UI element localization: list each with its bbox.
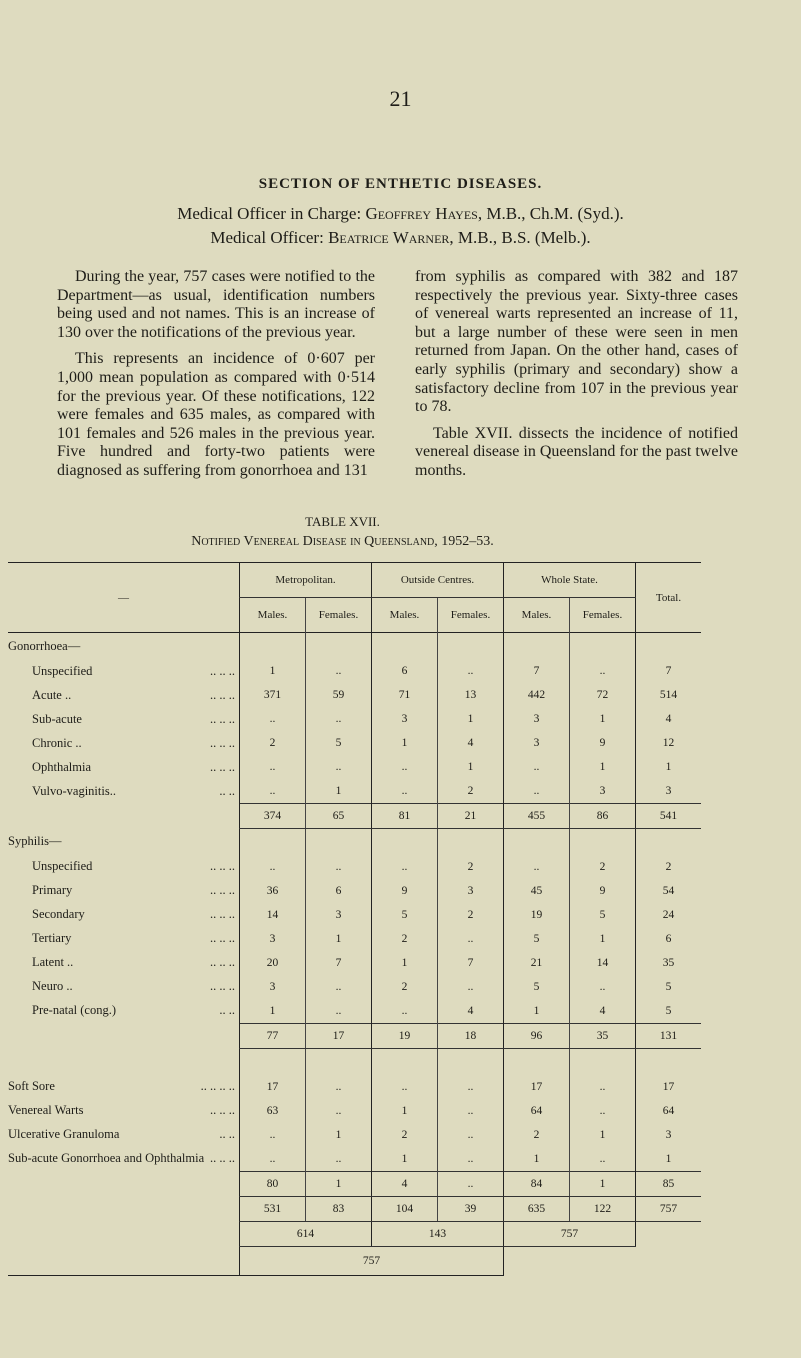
table-row — [8, 1123, 701, 1147]
value-cell — [372, 633, 438, 660]
value-cell: 9 — [570, 731, 636, 755]
value-cell: 1 — [306, 1123, 372, 1147]
value-cell: 2 — [636, 855, 702, 879]
value-cell: 96 — [504, 1023, 570, 1048]
row-label-text: Pre-natal (cong.) — [32, 1003, 116, 1018]
grand-total-row — [8, 1196, 701, 1221]
value-cell: 14 — [240, 903, 306, 927]
value-cell — [306, 829, 372, 855]
value-cell: 1 — [240, 659, 306, 683]
value-cell: 3 — [372, 707, 438, 731]
value-cell: 3 — [438, 879, 504, 903]
value-cell — [438, 1048, 504, 1075]
value-cell — [372, 829, 438, 855]
leader-dots: .. .. .. — [210, 663, 235, 678]
leader-dots: .. .. .. — [210, 1151, 235, 1166]
females-header: Females. — [438, 598, 504, 633]
value-cell: 84 — [504, 1171, 570, 1196]
value-cell: .. — [438, 1171, 504, 1196]
row-label-text: Tertiary — [32, 931, 72, 945]
leader-dots: .. .. .. — [210, 759, 235, 774]
label-cell — [8, 1023, 240, 1048]
leader-dots: .. .. .. — [210, 735, 235, 750]
value-cell: .. — [306, 1075, 372, 1099]
value-cell: 36 — [240, 879, 306, 903]
value-cell: 6 — [306, 879, 372, 903]
paragraph: Table XVII. dissects the incidence of notified venereal disease in Queensland for the past twelve months. — [415, 424, 738, 479]
value-cell: 122 — [570, 1196, 636, 1221]
row-label — [8, 855, 240, 879]
value-cell: .. — [306, 755, 372, 779]
value-cell: 45 — [504, 879, 570, 903]
value-cell: 5 — [570, 903, 636, 927]
value-cell: 20 — [240, 951, 306, 975]
label-cell — [8, 804, 240, 829]
row-label — [8, 975, 240, 999]
table-row — [8, 683, 701, 707]
value-cell: 7 — [636, 659, 702, 683]
value-cell — [306, 633, 372, 660]
overall-total-cell: 757 — [240, 1246, 504, 1275]
officer-quals: M.B., B.S. (Melb.). — [457, 228, 591, 247]
row-label — [8, 903, 240, 927]
table-title: TABLE XVII. — [305, 514, 380, 529]
value-cell: .. — [504, 755, 570, 779]
value-cell: .. — [306, 855, 372, 879]
group-total-row — [8, 1221, 701, 1246]
value-cell: 77 — [240, 1023, 306, 1048]
value-cell: .. — [240, 1147, 306, 1172]
officer-role: Medical Officer in Charge: — [177, 204, 362, 223]
table-row — [8, 731, 701, 755]
value-cell: 12 — [636, 731, 702, 755]
leader-dots: .. .. .. .. — [200, 1079, 235, 1093]
value-cell — [636, 1048, 702, 1075]
row-label — [8, 879, 240, 903]
value-cell — [504, 1048, 570, 1075]
value-cell: .. — [306, 1147, 372, 1172]
group-total-cell: 757 — [504, 1221, 636, 1246]
value-cell — [240, 829, 306, 855]
value-cell: 1 — [570, 1123, 636, 1147]
value-cell — [504, 829, 570, 855]
officer-name: Geoffrey Hayes, — [365, 204, 483, 223]
value-cell: 14 — [570, 951, 636, 975]
table-row — [8, 755, 701, 779]
section-heading-row — [8, 633, 701, 660]
value-cell: 2 — [240, 731, 306, 755]
value-cell: 4 — [636, 707, 702, 731]
row-label — [8, 1099, 240, 1123]
value-cell: 1 — [438, 707, 504, 731]
value-cell — [306, 1048, 372, 1075]
value-cell: 1 — [306, 927, 372, 951]
label-cell — [8, 1048, 240, 1075]
value-cell: .. — [306, 975, 372, 999]
value-cell: 17 — [306, 1023, 372, 1048]
leader-dots: .. .. .. — [210, 955, 235, 969]
value-cell: 2 — [438, 779, 504, 804]
right-column — [415, 268, 738, 489]
value-cell — [636, 633, 702, 660]
value-cell: 4 — [438, 731, 504, 755]
value-cell: 13 — [438, 683, 504, 707]
officer-role: Medical Officer: — [210, 228, 324, 247]
value-cell: 2 — [372, 975, 438, 999]
value-cell: 19 — [372, 1023, 438, 1048]
row-label — [8, 999, 240, 1024]
leader-dots: .. .. .. — [210, 1103, 235, 1117]
value-cell: 65 — [306, 804, 372, 829]
value-cell: 17 — [240, 1075, 306, 1099]
value-cell: .. — [240, 755, 306, 779]
value-cell: 35 — [636, 951, 702, 975]
label-cell — [8, 1171, 240, 1196]
value-cell: 531 — [240, 1196, 306, 1221]
row-label-text: Chronic .. — [32, 735, 82, 750]
value-cell: 1 — [372, 1147, 438, 1172]
leader-dots: .. .. — [219, 1003, 235, 1018]
label-cell — [8, 1246, 240, 1275]
value-cell: 1 — [306, 1171, 372, 1196]
value-cell: 59 — [306, 683, 372, 707]
table-row — [8, 1075, 701, 1099]
table-row — [8, 855, 701, 879]
value-cell: 2 — [372, 927, 438, 951]
value-cell: 6 — [636, 927, 702, 951]
leader-dots: .. .. .. — [210, 859, 235, 873]
table-row — [8, 659, 701, 683]
subtotal-row — [8, 1023, 701, 1048]
value-cell: 374 — [240, 804, 306, 829]
table-row — [8, 999, 701, 1024]
medical-officer — [0, 228, 801, 248]
row-label-text: Neuro .. — [32, 979, 73, 993]
row-label — [8, 1123, 240, 1147]
page-number: 21 — [389, 86, 412, 111]
value-cell: 3 — [504, 707, 570, 731]
value-cell: 1 — [372, 951, 438, 975]
total-header: Total. — [636, 563, 702, 633]
value-cell: 3 — [636, 1123, 702, 1147]
value-cell: 9 — [372, 879, 438, 903]
value-cell: 1 — [636, 755, 702, 779]
value-cell: .. — [306, 659, 372, 683]
males-header: Males. — [504, 598, 570, 633]
value-cell: .. — [372, 999, 438, 1024]
value-cell: 21 — [504, 951, 570, 975]
row-label — [8, 755, 240, 779]
value-cell: 455 — [504, 804, 570, 829]
value-cell: 104 — [372, 1196, 438, 1221]
row-label — [8, 1147, 240, 1172]
overall-total-row — [8, 1246, 701, 1275]
leader-dots: .. .. — [219, 1127, 235, 1141]
label-cell — [8, 1221, 240, 1246]
value-cell: .. — [438, 1123, 504, 1147]
value-cell: 3 — [240, 975, 306, 999]
table-row — [8, 779, 701, 804]
row-label-text: Latent .. — [32, 955, 74, 969]
value-cell — [372, 1048, 438, 1075]
value-cell: .. — [240, 707, 306, 731]
value-cell — [570, 829, 636, 855]
value-cell: .. — [570, 1075, 636, 1099]
value-cell: 1 — [570, 1171, 636, 1196]
table-row — [8, 1099, 701, 1123]
value-cell: 17 — [636, 1075, 702, 1099]
value-cell: .. — [438, 1147, 504, 1172]
value-cell: 7 — [504, 659, 570, 683]
group-total-cell: 143 — [372, 1221, 504, 1246]
row-label-text: Secondary — [32, 907, 85, 921]
row-label — [8, 927, 240, 951]
paragraph: from syphilis as compared with 382 and 187 respectively the previous year. Sixty-three cases of venereal warts represented an increase of 11, but a large number of these were seen in men returned from Japan. On the other hand, cases of early syphilis (primary and secondary) show a satisfactory decline from 107 in the previous year to 78. — [415, 268, 738, 416]
value-cell: 5 — [306, 731, 372, 755]
value-cell: .. — [438, 927, 504, 951]
leader-dots: .. .. .. — [210, 979, 235, 993]
value-cell: .. — [438, 659, 504, 683]
value-cell: 7 — [438, 951, 504, 975]
value-cell: 63 — [240, 1099, 306, 1123]
females-header: Females. — [306, 598, 372, 633]
value-cell: 635 — [504, 1196, 570, 1221]
value-cell: 5 — [504, 975, 570, 999]
females-header: Females. — [570, 598, 636, 633]
corner-cell: — — [118, 591, 129, 604]
value-cell: 64 — [636, 1099, 702, 1123]
value-cell: .. — [438, 1075, 504, 1099]
group-header: Whole State. — [504, 563, 636, 598]
subtotal-row — [8, 804, 701, 829]
leader-dots: .. .. .. — [210, 711, 235, 726]
value-cell — [438, 633, 504, 660]
value-cell — [636, 1221, 702, 1246]
value-cell: 17 — [504, 1075, 570, 1099]
value-cell: 85 — [636, 1171, 702, 1196]
value-cell: .. — [570, 1147, 636, 1172]
row-label-text: Vulvo-vaginitis.. — [32, 783, 116, 798]
section-heading: Gonorrhoea— — [8, 638, 81, 653]
value-cell: 1 — [504, 1147, 570, 1172]
row-label-text: Sub-acute — [32, 711, 82, 726]
table-row — [8, 707, 701, 731]
value-cell: 19 — [504, 903, 570, 927]
value-cell: .. — [504, 855, 570, 879]
section-title: SECTION OF ENTHETIC DISEASES. — [258, 176, 543, 192]
spacer-row — [8, 1048, 701, 1075]
value-cell: .. — [570, 659, 636, 683]
value-cell: 5 — [372, 903, 438, 927]
row-label — [8, 779, 240, 804]
value-cell: 3 — [570, 779, 636, 804]
value-cell: .. — [306, 1099, 372, 1123]
value-cell: 1 — [570, 927, 636, 951]
leader-dots: .. .. .. — [210, 687, 235, 702]
value-cell: 83 — [306, 1196, 372, 1221]
value-cell: 1 — [504, 999, 570, 1024]
value-cell: 442 — [504, 683, 570, 707]
value-cell: 1 — [438, 755, 504, 779]
males-header: Males. — [240, 598, 306, 633]
value-cell: 64 — [504, 1099, 570, 1123]
value-cell: 4 — [438, 999, 504, 1024]
officer-name: Beatrice Warner, — [328, 228, 454, 247]
row-label-text: Soft Sore — [8, 1079, 55, 1093]
table-subtitle: Notified Venereal Disease in Queensland, 1952–53. — [191, 534, 494, 549]
value-cell: 7 — [306, 951, 372, 975]
value-cell: .. — [570, 1099, 636, 1123]
value-cell: 4 — [570, 999, 636, 1024]
value-cell: 2 — [504, 1123, 570, 1147]
value-cell: 1 — [636, 1147, 702, 1172]
value-cell: 1 — [372, 731, 438, 755]
value-cell: .. — [306, 999, 372, 1024]
value-cell: 5 — [636, 999, 702, 1024]
value-cell: 72 — [570, 683, 636, 707]
males-header: Males. — [372, 598, 438, 633]
leader-dots: .. .. .. — [210, 931, 235, 945]
value-cell: .. — [306, 707, 372, 731]
value-cell: 5 — [504, 927, 570, 951]
row-label-text: Unspecified — [32, 859, 93, 873]
value-cell: 4 — [372, 1171, 438, 1196]
paragraph: During the year, 757 cases were notified to the Department—as usual, identification numbers being used and not names. This is an increase of 130 over the notifications of the previous year. — [57, 268, 375, 341]
table-row — [8, 879, 701, 903]
row-label — [8, 1075, 240, 1099]
value-cell: .. — [438, 975, 504, 999]
value-cell: 541 — [636, 804, 702, 829]
value-cell: .. — [240, 779, 306, 804]
value-cell: .. — [438, 1099, 504, 1123]
table-row — [8, 975, 701, 999]
value-cell: 757 — [636, 1196, 702, 1221]
value-cell: 35 — [570, 1023, 636, 1048]
value-cell: 1 — [570, 707, 636, 731]
value-cell: 1 — [372, 1099, 438, 1123]
value-cell: 2 — [372, 1123, 438, 1147]
leader-dots: .. .. — [219, 783, 235, 798]
value-cell: 514 — [636, 683, 702, 707]
value-cell: .. — [504, 779, 570, 804]
value-cell: 2 — [438, 903, 504, 927]
value-cell: 2 — [570, 855, 636, 879]
paragraph: This represents an incidence of 0·607 per 1,000 mean population as compared with 0·514 for the previous year. Of these notifications, 122 were females and 635 males, as compared with 101 females and 526 males in the previous year. Five hundred and forty-two patients were diagnosed as suffering from gonorrhoea and 131 — [57, 350, 375, 479]
value-cell: 39 — [438, 1196, 504, 1221]
section-heading-row — [8, 829, 701, 855]
value-cell — [240, 1048, 306, 1075]
row-label-text: Unspecified — [32, 663, 93, 678]
value-cell: 3 — [636, 779, 702, 804]
value-cell: 86 — [570, 804, 636, 829]
value-cell: .. — [570, 975, 636, 999]
row-label-text: Acute .. — [32, 687, 72, 702]
value-cell: 371 — [240, 683, 306, 707]
value-cell: 18 — [438, 1023, 504, 1048]
section-heading: Syphilis— — [8, 834, 62, 848]
row-label-text: Ulcerative Granuloma — [8, 1127, 120, 1141]
value-cell — [636, 829, 702, 855]
table-row — [8, 951, 701, 975]
value-cell: 9 — [570, 879, 636, 903]
row-label — [8, 707, 240, 731]
value-cell — [504, 633, 570, 660]
row-label — [8, 659, 240, 683]
subtotal-row — [8, 1171, 701, 1196]
value-cell — [438, 829, 504, 855]
left-column — [57, 268, 375, 489]
row-label-text: Ophthalmia — [32, 759, 92, 774]
value-cell: 5 — [636, 975, 702, 999]
label-cell — [8, 1196, 240, 1221]
group-header: Outside Centres. — [372, 563, 504, 598]
table-row — [8, 1147, 701, 1172]
row-label-text: Sub-acute Gonorrhoea and Ophthalmia — [8, 1151, 205, 1166]
value-cell: 1 — [240, 999, 306, 1024]
value-cell: 6 — [372, 659, 438, 683]
value-cell: 71 — [372, 683, 438, 707]
group-total-cell: 614 — [240, 1221, 372, 1246]
value-cell: 3 — [240, 927, 306, 951]
leader-dots: .. .. .. — [210, 907, 235, 921]
value-cell: 24 — [636, 903, 702, 927]
value-cell — [240, 633, 306, 660]
value-cell — [570, 633, 636, 660]
value-cell: .. — [372, 855, 438, 879]
table-row — [8, 927, 701, 951]
officer-in-charge — [0, 204, 801, 224]
group-header: Metropolitan. — [240, 563, 372, 598]
value-cell: 81 — [372, 804, 438, 829]
officer-quals: M.B., Ch.M. (Syd.). — [486, 204, 624, 223]
value-cell: .. — [240, 855, 306, 879]
row-label — [8, 951, 240, 975]
row-label-text: Primary — [32, 883, 73, 897]
value-cell: 1 — [570, 755, 636, 779]
value-cell: 1 — [306, 779, 372, 804]
value-cell: 80 — [240, 1171, 306, 1196]
venereal-disease-table — [8, 562, 701, 1276]
value-cell: .. — [372, 1075, 438, 1099]
value-cell: 3 — [504, 731, 570, 755]
value-cell: 131 — [636, 1023, 702, 1048]
value-cell: 2 — [438, 855, 504, 879]
value-cell: .. — [240, 1123, 306, 1147]
value-cell: .. — [372, 755, 438, 779]
value-cell: .. — [372, 779, 438, 804]
value-cell: 3 — [306, 903, 372, 927]
table-row — [8, 903, 701, 927]
row-label — [8, 731, 240, 755]
row-label-text: Venereal Warts — [8, 1103, 84, 1117]
value-cell — [570, 1048, 636, 1075]
value-cell: 21 — [438, 804, 504, 829]
leader-dots: .. .. .. — [210, 883, 235, 897]
value-cell: 54 — [636, 879, 702, 903]
row-label — [8, 683, 240, 707]
